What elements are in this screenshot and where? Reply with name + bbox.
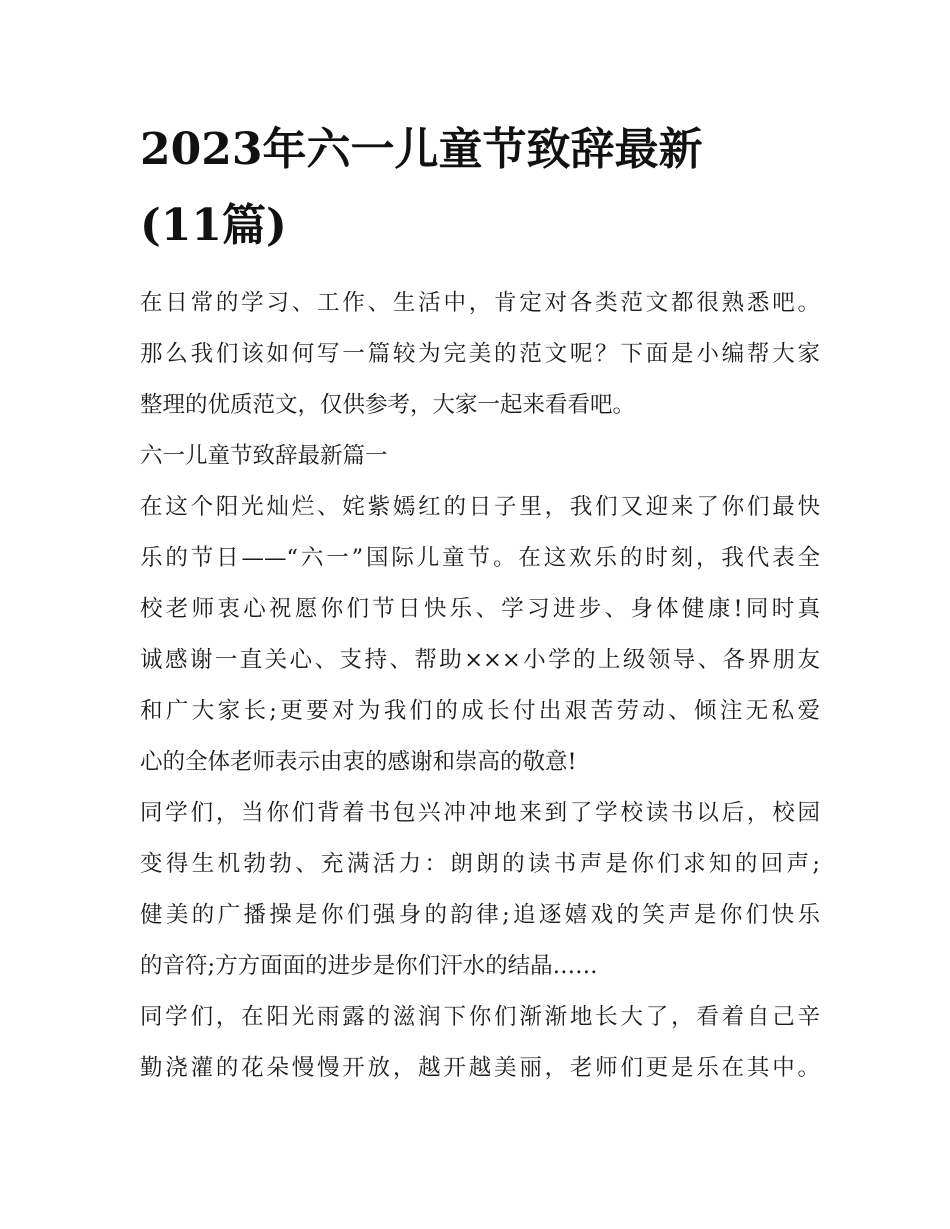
text-line: 整理的优质范文，仅供参考，大家一起来看看吧。 <box>140 392 636 418</box>
section-heading <box>140 431 820 482</box>
text-line: 变得生机勃勃、充满活力：朗朗的读书声是你们求知的回声; <box>140 851 820 877</box>
text-line: 和广大家长;更要对为我们的成长付出艰苦劳动、倾注无私爱 <box>140 698 820 724</box>
body-paragraph <box>140 482 820 788</box>
text-line: 六一儿童节致辞最新篇一 <box>140 443 388 469</box>
text-line: 同学们，当你们背着书包兴冲冲地来到了学校读书以后，校园 <box>140 800 820 826</box>
text-line: 乐的节日——“六一”国际儿童节。在这欢乐的时刻，我代表全 <box>140 545 820 571</box>
intro-paragraph <box>140 278 820 431</box>
text-line: 心的全体老师表示由衷的感谢和崇高的敬意! <box>140 749 577 775</box>
text-line: 勤浇灌的花朵慢慢开放，越开越美丽，老师们更是乐在其中。 <box>140 1055 820 1081</box>
text-line: 健美的广播操是你们强身的韵律;追逐嬉戏的笑声是你们快乐 <box>140 902 820 928</box>
text-line: 那么我们该如何写一篇较为完美的范文呢？下面是小编帮大家 <box>140 341 820 367</box>
body-paragraph <box>140 788 820 992</box>
text-line: 的音符;方方面面的进步是你们汗水的结晶…… <box>140 953 598 979</box>
text-line: 在日常的学习、工作、生活中，肯定对各类范文都很熟悉吧。 <box>140 290 820 316</box>
text-line: 同学们，在阳光雨露的滋润下你们渐渐地长大了，看着自己辛 <box>140 1004 820 1030</box>
text-line: 校老师衷心祝愿你们节日快乐、学习进步、身体健康!同时真 <box>140 596 820 622</box>
title-line-1: 2023年六一儿童节致辞最新 <box>140 124 703 175</box>
text-line: 在这个阳光灿烂、姹紫嫣红的日子里，我们又迎来了你们最快 <box>140 494 820 520</box>
title-line-2: (11篇) <box>140 200 287 251</box>
text-line: 诚感谢一直关心、支持、帮助×××小学的上级领导、各界朋友 <box>140 647 820 673</box>
document-body <box>140 278 820 1094</box>
document-title <box>140 112 820 264</box>
body-paragraph <box>140 992 820 1094</box>
